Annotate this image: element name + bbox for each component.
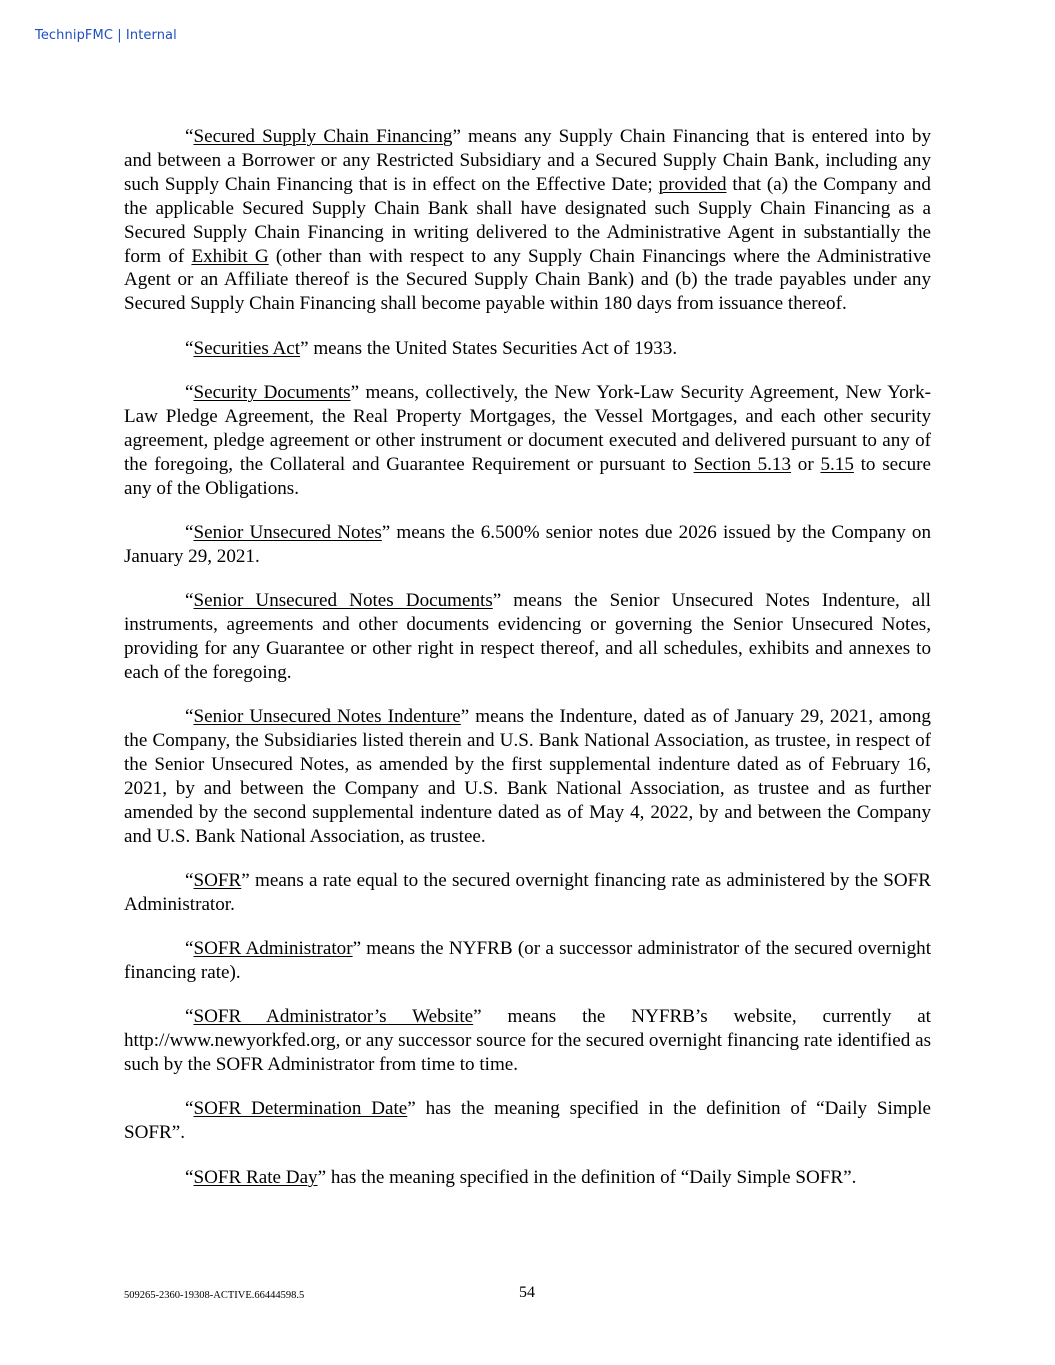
- defined-term: Security Documents: [193, 381, 351, 403]
- open-quote: “: [185, 1166, 194, 1188]
- open-quote: “: [185, 126, 194, 147]
- page-number: 54: [519, 1284, 535, 1301]
- definition-text: (other than with respect to any Supply Chain Financings where the Administrative Agent or an Affiliate thereof is the Secured Supply Chain Bank) and (b) the trade payables under any Secured Supply Chain Financing shall become payable within 180 days from issuance thereof.: [124, 245, 931, 315]
- definition-text: ” means the Indenture, dated as of January 29, 2021, among the Company, the Subsidiaries listed therein and U.S. Bank National Association, as trustee, in respect of the Senior Unsecured Notes, as amended by the first supplemental indenture dated as of February 16, 2021, by and between the Company and U.S. Bank National Association, as trustee and as further amended by the second supplemental indenture dated as of May 4, 2022, by and between the Company and U.S. Bank National Association, as trustee.: [124, 706, 931, 847]
- cross-reference: Section 5.13: [693, 453, 792, 475]
- definition-text: ” means a rate equal to the secured overnight financing rate as administered by the SOFR Administrator.: [124, 869, 931, 915]
- definition-paragraph: [124, 381, 931, 501]
- defined-term: Secured Supply Chain Financing: [193, 126, 453, 147]
- definition-paragraph: [124, 589, 931, 685]
- definition-paragraph: [124, 869, 931, 917]
- definition-text: ” has the meaning specified in the definition of “Daily Simple SOFR”.: [124, 1098, 931, 1144]
- defined-term: SOFR Rate Day: [193, 1166, 318, 1188]
- defined-term: SOFR Determination Date: [193, 1098, 408, 1120]
- definition-text: ” means the United States Securities Act of 1933.: [300, 337, 678, 359]
- definition-text: or: [791, 453, 821, 475]
- definition-text: to secure any of the Obligations.: [124, 453, 931, 499]
- definition-paragraph: [124, 937, 931, 985]
- open-quote: “: [185, 938, 194, 960]
- defined-term: Securities Act: [193, 337, 301, 359]
- definition-text: ” means any Supply Chain Financing that is entered into by and between a Borrower or any Restricted Subsidiary and a Secured Supply Chain Bank, including any such Supply Chain Financing that is in effect on the Effective Date;: [124, 126, 931, 195]
- document-body: [124, 125, 931, 1210]
- defined-term: SOFR Administrator’s Website: [193, 1006, 474, 1028]
- cross-reference: 5.15: [820, 453, 854, 475]
- definition-text: ” means, collectively, the New York-Law Security Agreement, New York-Law Pledge Agreement, the Real Property Mortgages, the Vessel Mortgages, and each other security agreement, pledge agreement or other instrument or document executed and delivered pursuant to any of the foregoing, the Collateral and Guarantee Requirement or pursuant to: [124, 381, 931, 475]
- defined-term: Senior Unsecured Notes Indenture: [193, 706, 461, 728]
- open-quote: “: [185, 521, 194, 543]
- cross-reference: Exhibit G: [191, 245, 269, 267]
- definition-paragraph: [124, 337, 931, 361]
- document-id: 509265-2360-19308-ACTIVE.66444598.5: [124, 1290, 305, 1301]
- definition-text: ” means the NYFRB’s website, currently at http://www.newyorkfed.org, or any successor source for the secured overnight financing rate identified as such by the SOFR Administrator from time to time.: [124, 1006, 931, 1076]
- definition-paragraph: [124, 125, 931, 316]
- definition-paragraph: [124, 1005, 931, 1077]
- open-quote: “: [185, 869, 194, 891]
- definition-paragraph: [124, 1097, 931, 1145]
- defined-term: Senior Unsecured Notes Documents: [193, 590, 493, 612]
- open-quote: “: [185, 1098, 194, 1120]
- open-quote: “: [185, 381, 194, 403]
- definition-text: ” means the Senior Unsecured Notes Indenture, all instruments, agreements and other documents evidencing or governing the Senior Unsecured Notes, providing for any Guarantee or other right in respect thereof, and all schedules, exhibits and annexes to each of the foregoing.: [124, 590, 931, 683]
- cross-reference: provided: [658, 173, 727, 195]
- definition-paragraph: [124, 1166, 931, 1190]
- open-quote: “: [185, 337, 194, 359]
- definition-text: ” means the NYFRB (or a successor administrator of the secured overnight financing rate).: [124, 938, 932, 984]
- defined-term: SOFR: [193, 869, 242, 891]
- defined-term: Senior Unsecured Notes: [193, 521, 382, 543]
- classification-label: TechnipFMC | Internal: [35, 28, 177, 43]
- definition-paragraph: [124, 521, 931, 569]
- definition-text: that (a) the Company and the applicable Secured Supply Chain Bank shall have designated such Supply Chain Financing as a Secured Supply Chain Financing in writing delivered to the Administrative Agent in substantially the form of: [124, 173, 931, 267]
- open-quote: “: [185, 706, 194, 728]
- definition-paragraph: [124, 705, 931, 848]
- defined-term: SOFR Administrator: [193, 938, 353, 960]
- definition-text: ” means the 6.500% senior notes due 2026 issued by the Company on January 29, 2021.: [124, 521, 931, 567]
- open-quote: “: [185, 1006, 194, 1028]
- definition-text: ” has the meaning specified in the definition of “Daily Simple SOFR”.: [317, 1166, 857, 1188]
- open-quote: “: [185, 590, 194, 612]
